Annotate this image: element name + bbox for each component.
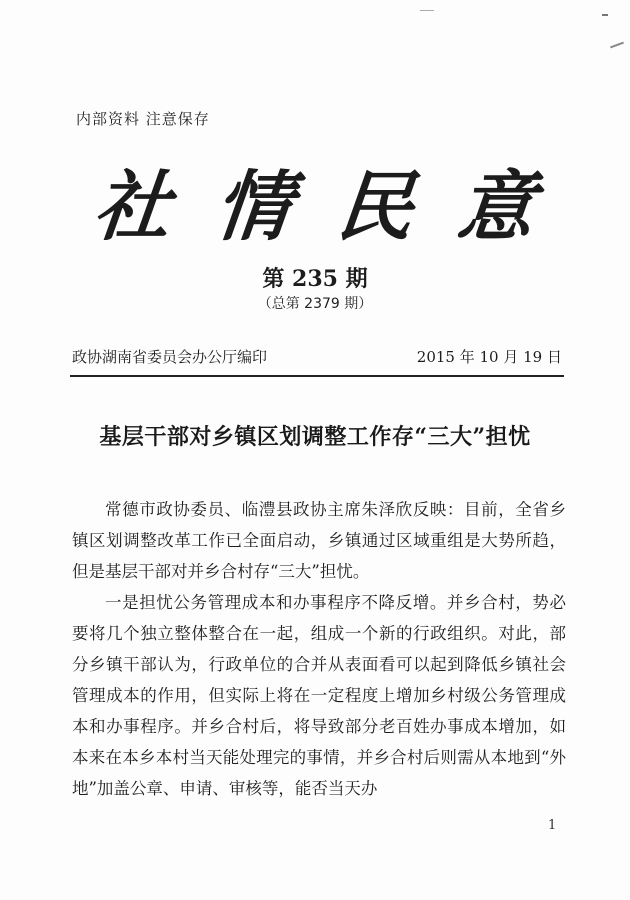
confidential-label: 内部资料 注意保存 <box>76 110 210 128</box>
masthead-char: 情 <box>211 161 297 251</box>
article-paragraph: 常德市政协委员、临澧县政协主席朱泽欣反映：目前，全省乡镇区划调整改革工作已全面启动，乡镇通过区域重组是大势所趋，但是基层干部对并乡合村存“三大”担忧。 <box>72 500 566 581</box>
scan-artifact <box>602 14 608 16</box>
masthead-char: 意 <box>453 161 540 251</box>
article-paragraph: 一是担忧公务管理成本和办事程序不降反增。并乡合村，势必要将几个独立整体整合在一起，组成一个新的行政组织。对此，部分乡镇干部认为，行政单位的合并从表面看可以起到降低乡镇社会管理成本的作用，但实际上将在一定程度上增加乡村级公务管理成本和办事程序。并乡合村后，将导致部分老百姓办事成本增加，如本来在本乡本村当天能处理完的事情，并乡合村后则需从本地到“外地”加盖公章、申请、审核等，能否当天办 <box>72 593 566 798</box>
issue-number: 第 235 期 <box>262 266 368 292</box>
issue-total: （总第 2379 期） <box>257 296 373 312</box>
publisher: 政协湖南省委员会办公厅编印 <box>72 348 268 366</box>
masthead-char: 民 <box>332 161 418 251</box>
page-number: 1 <box>548 818 557 833</box>
masthead-title <box>89 150 540 251</box>
publisher-row <box>72 346 562 367</box>
scan-artifact <box>420 10 434 11</box>
masthead-char: 社 <box>89 161 176 251</box>
scan-artifact <box>610 42 624 49</box>
publish-date: 2015 年 10 月 19 日 <box>416 348 562 366</box>
header-divider <box>70 375 564 377</box>
article-body <box>72 494 566 804</box>
article-title: 基层干部对乡镇区划调整工作存“三大”担忧 <box>99 424 531 450</box>
